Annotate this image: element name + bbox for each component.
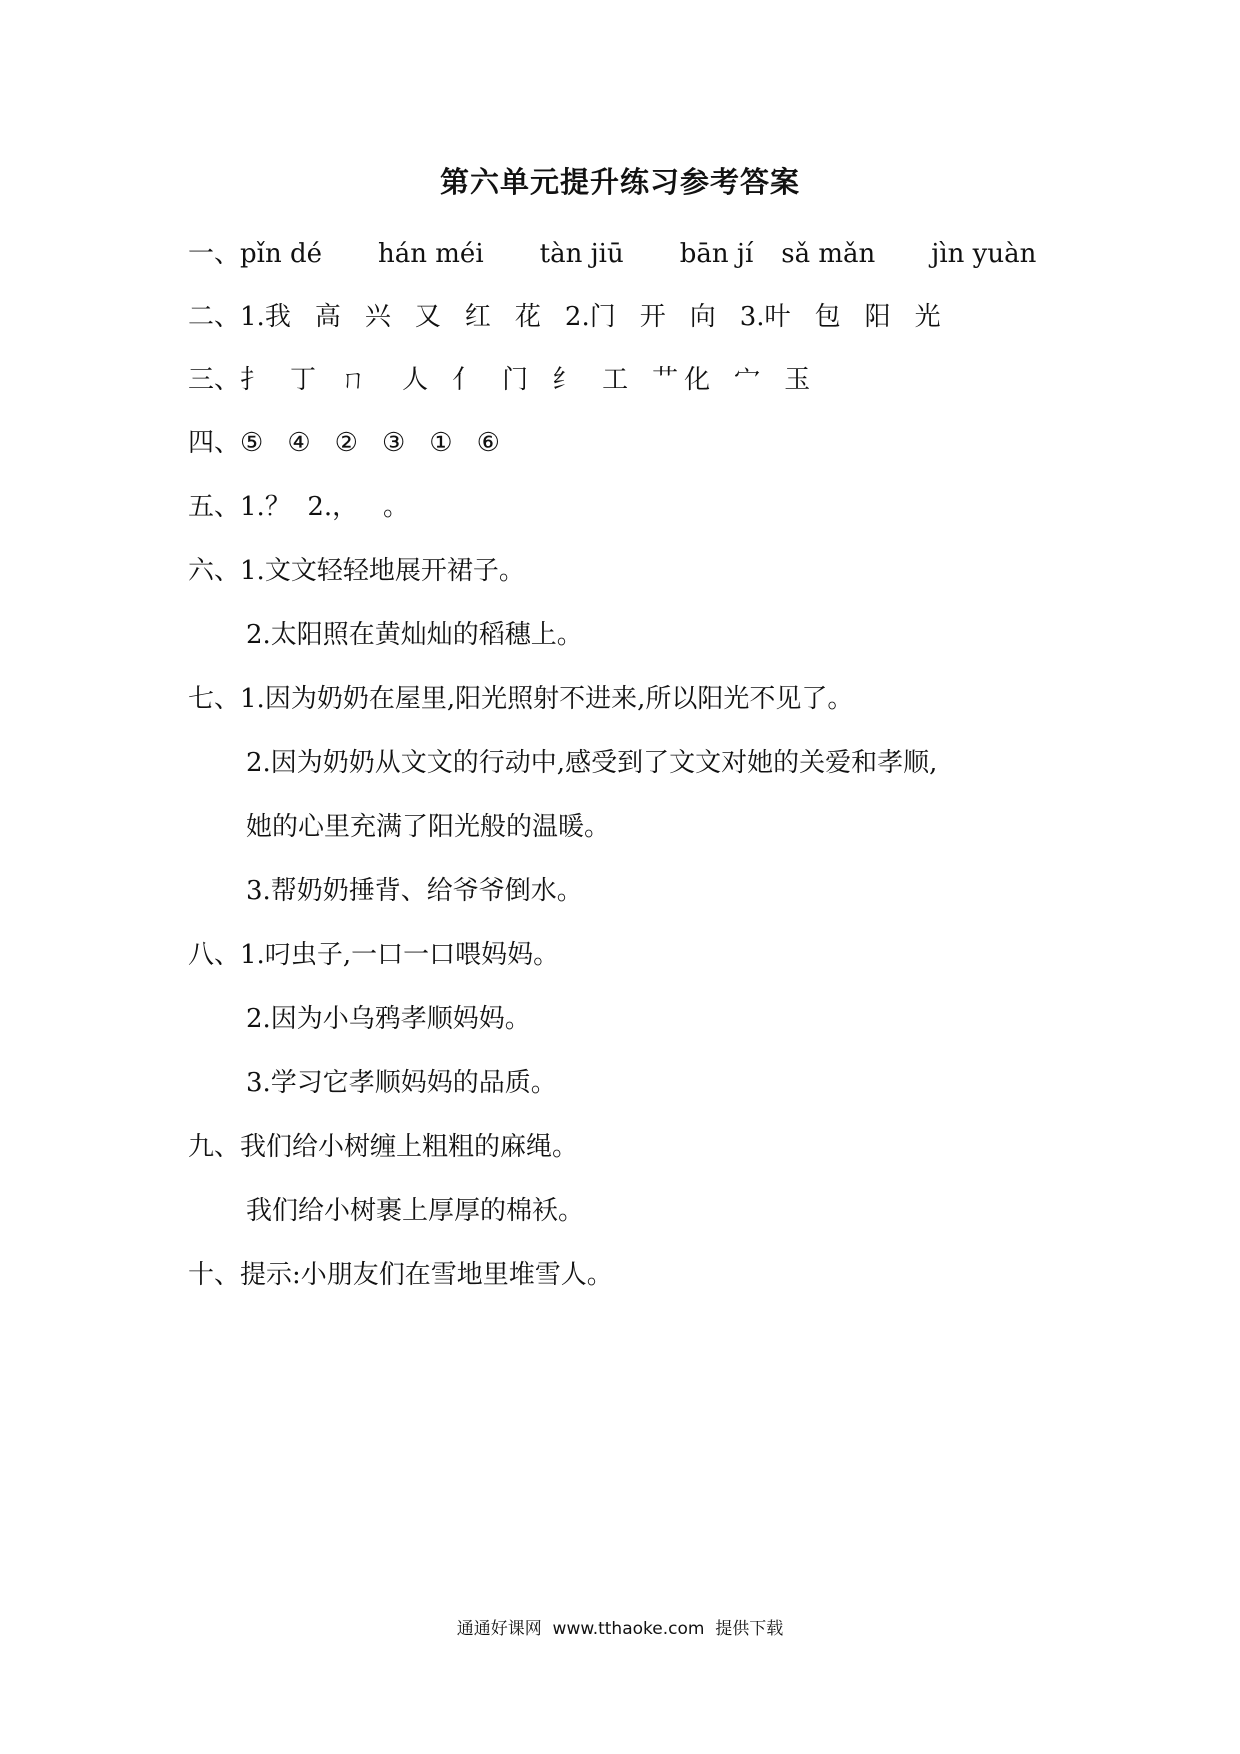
word-item: 包 (814, 302, 841, 332)
word-item: 又 (414, 302, 441, 332)
order-item: ① (429, 428, 453, 458)
page-title: 第六单元提升练习参考答案 (439, 165, 800, 199)
answer-8-1: 1.叼虫子,一口一口喂妈妈。 (240, 940, 560, 970)
answer-7-3: 3.帮奶奶捶背、给爷爷倒水。 (246, 876, 583, 906)
answer-6 (188, 550, 525, 587)
answer-8-2: 2.因为小乌鸦孝顺妈妈。 (246, 1004, 531, 1034)
answer-2 (188, 296, 941, 333)
word-item: 开 (639, 302, 666, 332)
word-item: 3.叶 (739, 302, 791, 332)
word-item: 红 (464, 302, 491, 332)
word-item: 花 (514, 302, 541, 332)
pinyin-item: tàn jiū (539, 239, 624, 269)
order-item: ⑤ (240, 428, 264, 458)
answer-8-3: 3.学习它孝顺妈妈的品质。 (246, 1068, 557, 1098)
answer-5 (188, 486, 409, 523)
answer-3 (188, 359, 834, 396)
radical-item: 艹 (652, 365, 679, 395)
radical-item: 宀 (734, 365, 761, 395)
word-item: 高 (314, 302, 341, 332)
answer-9-number: 九、 (188, 1132, 241, 1162)
answer-6-2: 2.太阳照在黄灿灿的稻穗上。 (246, 620, 583, 650)
answer-7 (188, 678, 853, 715)
word-item: 向 (689, 302, 716, 332)
pinyin-item: jìn yuàn (931, 239, 1037, 269)
answer-5-text: 1.？ 2.， 。 (240, 492, 409, 522)
answer-7-2-line1: 2.因为奶奶从文文的行动中,感受到了文文对她的关爱和孝顺, (246, 748, 938, 778)
word-item: 2.门 (564, 302, 616, 332)
order-item: ③ (381, 428, 406, 458)
answer-10-number: 十、 (188, 1260, 241, 1290)
answer-5-number: 五、 (188, 492, 241, 522)
order-item: ④ (287, 428, 311, 458)
answer-7-2-line2: 她的心里充满了阳光般的温暖。 (246, 812, 611, 842)
answer-9 (188, 1126, 578, 1163)
answer-9-1: 我们给小树缠上粗粗的麻绳。 (240, 1132, 579, 1162)
radical-item: 化 (684, 365, 711, 395)
radical-item: 玉 (784, 365, 811, 395)
answer-10-1: 提示:小朋友们在雪地里堆雪人。 (240, 1260, 613, 1290)
answer-1 (188, 233, 1072, 270)
word-item: 光 (914, 302, 941, 332)
word-item: 兴 (364, 302, 391, 332)
footer-credit: 通通好课网 www.tthaoke.com 提供下载 (456, 1619, 784, 1639)
order-item: ② (334, 428, 358, 458)
answer-4 (188, 422, 524, 459)
answer-1-number: 一、 (188, 239, 241, 269)
answer-8 (188, 934, 559, 971)
answer-7-1: 1.因为奶奶在屋里,阳光照射不进来,所以阳光不见了。 (240, 684, 854, 714)
answer-7-number: 七、 (188, 684, 241, 714)
radical-item: 门 (502, 365, 529, 395)
answer-4-number: 四、 (188, 428, 241, 458)
radical-item: ㄇ (340, 365, 367, 395)
answer-6-number: 六、 (188, 556, 241, 586)
pinyin-item: sǎ mǎn (781, 239, 876, 269)
pinyin-item: bān jí (679, 239, 754, 269)
radical-item: 人 (402, 365, 429, 395)
answer-3-number: 三、 (188, 365, 241, 395)
answer-2-number: 二、 (188, 302, 241, 332)
radical-item: 工 (602, 365, 629, 395)
answer-6-1: 1.文文轻轻地展开裙子。 (240, 556, 525, 586)
answer-8-number: 八、 (188, 940, 241, 970)
radical-item: 丁 (290, 365, 317, 395)
order-item: ⑥ (476, 428, 500, 458)
pinyin-item: hán méi (378, 239, 484, 269)
word-item: 阳 (864, 302, 891, 332)
radical-item: 亻 (452, 365, 479, 395)
pinyin-item: pǐn dé (240, 239, 323, 269)
word-item: 1.我 (240, 302, 291, 332)
radical-item: 扌 (240, 365, 267, 395)
answer-9-2: 我们给小树裹上厚厚的棉袄。 (246, 1196, 585, 1226)
radical-item: 纟 (552, 365, 579, 395)
answer-10 (188, 1254, 613, 1291)
